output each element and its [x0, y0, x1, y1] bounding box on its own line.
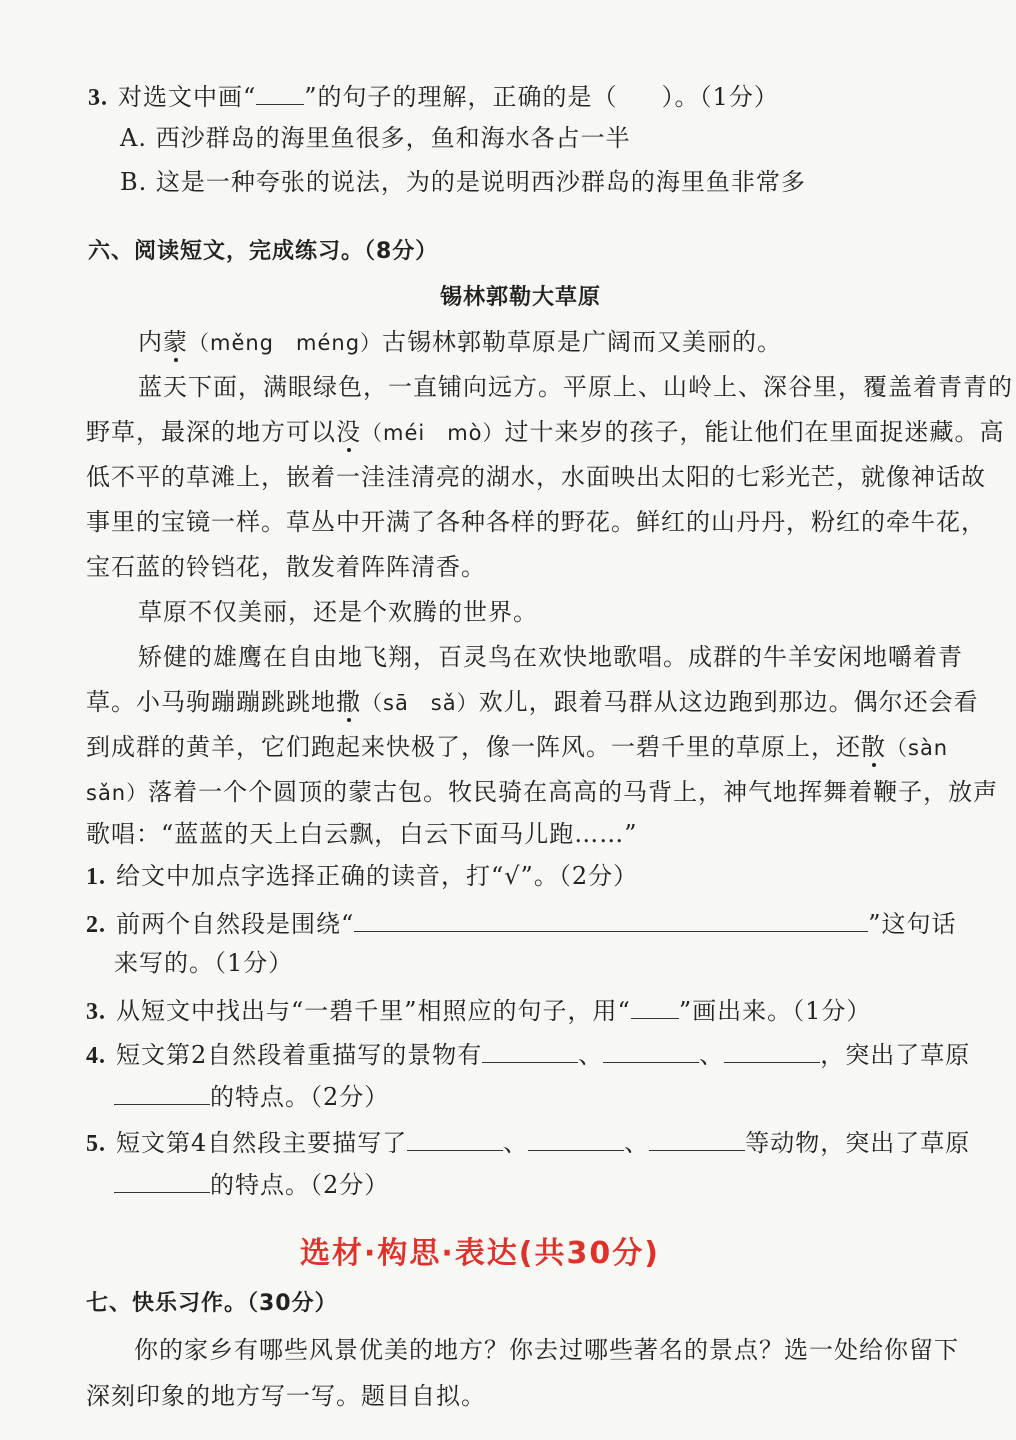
answer-blank[interactable] — [631, 992, 679, 1019]
writing-prompt-line1: 你的家乡有哪些风景优美的地方？你去过哪些著名的景点？选一处给你留下 — [134, 1336, 959, 1364]
passage-p4-line1: 矫健的雄鹰在自由地飞翔，百灵鸟在欢快地歌唱。成群的牛羊安闲地嚼着青 — [138, 643, 963, 671]
passage-p2-line1: 蓝天下面，满眼绿色，一直铺向远方。平原上、山岭上、深谷里，覆盖着青青的 — [138, 373, 1013, 401]
answer-blank[interactable] — [354, 905, 868, 932]
passage-title: 锡林郭勒大草原 — [440, 285, 602, 310]
answer-blank[interactable] — [114, 1078, 210, 1105]
question-2-line2: 来写的。（1分） — [114, 949, 294, 977]
writing-prompt-line2: 深刻印象的地方写一写。题目自拟。 — [86, 1382, 486, 1410]
question-5: 5. 短文第4自然段主要描写了 、 、 等动物，突出了草原 — [86, 1124, 970, 1160]
passage-p1: 内蒙（měng méng）古锡林郭勒草原是广阔而又美丽的。 — [138, 328, 783, 356]
pinyin-choice-cont[interactable]: sǎn） — [86, 781, 149, 805]
answer-blank[interactable] — [407, 1124, 503, 1151]
passage-p3: 草原不仅美丽，还是个欢腾的世界。 — [138, 598, 538, 626]
question-1: 1. 给文中加点字选择正确的读音，打“√”。（2分） — [86, 862, 639, 890]
pinyin-choice[interactable]: （sàn — [886, 736, 949, 760]
section-banner: 选材·构思·表达(共30分) — [300, 1236, 660, 1271]
dotted-char: 散 — [861, 733, 886, 761]
section-7-heading: 七、快乐习作。（30分） — [86, 1291, 338, 1316]
passage-p4-line3: 到成群的黄羊，它们跑起来快极了，像一阵风。一碧千里的草原上，还散（sàn — [86, 733, 949, 761]
answer-blank[interactable] — [649, 1124, 745, 1151]
question-number: 3. — [88, 85, 108, 111]
answer-blank[interactable] — [528, 1124, 624, 1151]
question-4-line2: 的特点。（2分） — [114, 1078, 389, 1113]
question-2: 2. 前两个自然段是围绕“ ”这句话 — [86, 905, 957, 941]
option-a: A. 西沙群岛的海里鱼很多，鱼和海水各占一半 — [120, 124, 631, 152]
answer-blank[interactable] — [114, 1166, 210, 1193]
question-3-prev: 3. 对选文中画“ ”的句子的理解，正确的是（ ）。（1分） — [88, 78, 779, 114]
dotted-char: 没 — [336, 418, 361, 446]
pinyin-choice[interactable]: （měng méng） — [188, 331, 383, 355]
passage-p2-line4: 事里的宝镜一样。草丛中开满了各种各样的野花。鲜红的山丹丹，粉红的牵牛花， — [86, 508, 986, 536]
option-b: B. 这是一种夸张的说法，为的是说明西沙群岛的海里鱼非常多 — [120, 168, 806, 196]
passage-p2-line5: 宝石蓝的铃铛花，散发着阵阵清香。 — [86, 553, 486, 581]
dotted-char: 撒 — [336, 688, 361, 716]
answer-blank[interactable] — [256, 78, 304, 105]
pinyin-choice[interactable]: （méi mò） — [361, 421, 505, 445]
section-6-heading: 六、阅读短文，完成练习。（8分） — [88, 239, 439, 264]
answer-blank[interactable] — [603, 1036, 699, 1063]
question-3: 3. 从短文中找出与“一碧千里”相照应的句子，用“ ”画出来。（1分） — [86, 992, 871, 1028]
answer-blank[interactable] — [724, 1036, 820, 1063]
passage-p4-line4: sǎn）落着一个个圆顶的蒙古包。牧民骑在高高的马背上，神气地挥舞着鞭子，放声 — [86, 778, 999, 806]
question-4: 4. 短文第2自然段着重描写的景物有 、 、 ，突出了草原 — [86, 1036, 970, 1072]
dotted-char: 蒙 — [163, 328, 188, 356]
question-5-line2: 的特点。（2分） — [114, 1166, 389, 1201]
pinyin-choice[interactable]: （sā sǎ） — [361, 691, 479, 715]
answer-blank[interactable] — [482, 1036, 578, 1063]
passage-p2-line2: 野草，最深的地方可以没（méi mò）过十来岁的孩子，能让他们在里面捉迷藏。高 — [86, 418, 1005, 446]
passage-p4-line5: 歌唱：“蓝蓝的天上白云飘，白云下面马儿跑……” — [86, 820, 638, 848]
passage-p4-line2: 草。小马驹蹦蹦跳跳地撒（sā sǎ）欢儿，跟着马群从这边跑到那边。偶尔还会看 — [86, 688, 979, 716]
passage-p2-line3: 低不平的草滩上，嵌着一洼洼清亮的湖水，水面映出太阳的七彩光芒，就像神话故 — [86, 463, 986, 491]
